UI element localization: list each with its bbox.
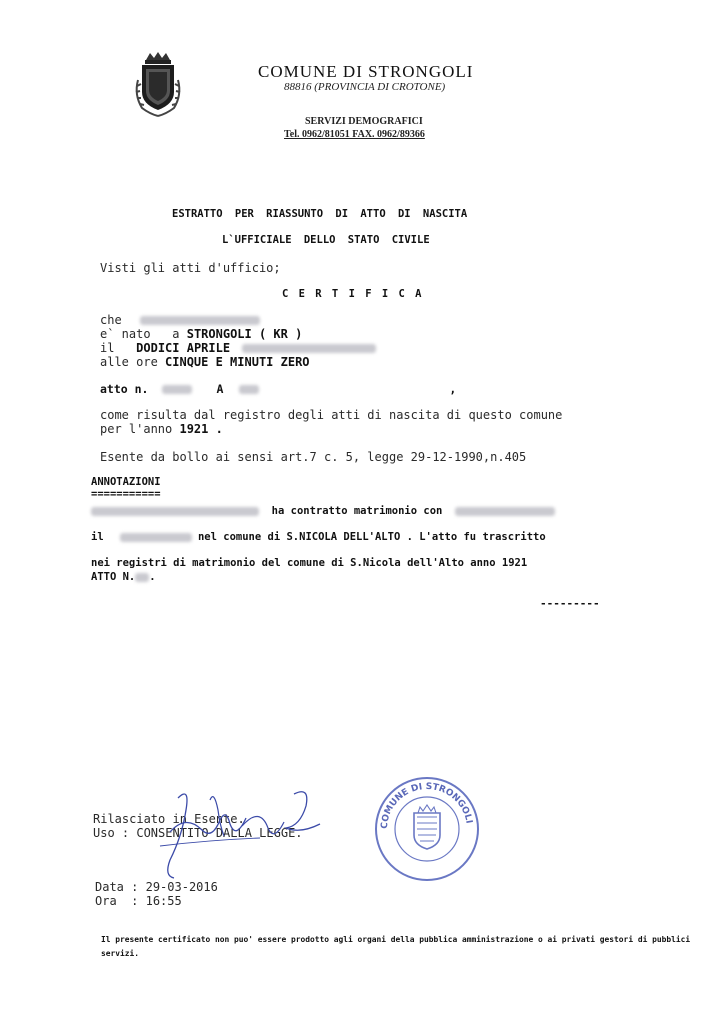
rilasciato-line: Rilasciato in Esente. xyxy=(93,812,245,826)
annotation-text1: ha contratto matrimonio con xyxy=(271,505,443,517)
municipal-crest-icon xyxy=(132,50,184,118)
redacted-atto-n xyxy=(135,573,149,582)
birth-time: CINQUE E MINUTI ZERO xyxy=(165,355,310,369)
ore-line xyxy=(100,355,310,369)
birth-date: DODICI APRILE xyxy=(136,341,231,355)
annotazioni-underline: =========== xyxy=(91,488,161,500)
esente-line: Esente da bollo ai sensi art.7 c. 5, legge 29-12-1990,n.405 xyxy=(100,450,527,464)
annotation-line3: nei registri di matrimonio del comune di S.Nicola dell'Alto anno 1921 xyxy=(91,557,528,569)
official-stamp-icon xyxy=(372,775,482,883)
nato-a: a xyxy=(172,327,180,341)
office-contacts: Tel. 0962/81051 FAX. 0962/89366 xyxy=(284,129,425,140)
risulta-prefix: per l'anno xyxy=(100,422,173,436)
data-label: Data : xyxy=(95,880,139,894)
birth-place: STRONGOLI ( KR ) xyxy=(186,327,303,341)
risulta-end: . xyxy=(215,422,223,436)
annotation-end: . xyxy=(149,571,156,583)
annotation-text2: nel comune di S.NICOLA DELL'ALTO . L'atto fu trascritto xyxy=(197,531,546,543)
annotation-il: il xyxy=(91,531,104,543)
redacted-name xyxy=(140,316,260,325)
redacted-date xyxy=(242,344,376,353)
ora-label: Ora : xyxy=(95,894,139,908)
annotazioni-title: ANNOTAZIONI xyxy=(91,476,161,488)
redacted-atto-year xyxy=(239,385,259,394)
atto-line xyxy=(100,382,456,396)
ore-label: alle ore xyxy=(100,355,158,369)
risulta-line2 xyxy=(100,422,223,436)
risulta-year: 1921 xyxy=(179,422,209,436)
annotation-line4 xyxy=(91,571,156,583)
il-label: il xyxy=(100,341,115,355)
issue-date: 29-03-2016 xyxy=(145,880,218,894)
atto-a: A xyxy=(216,382,224,396)
redacted-spouse-name xyxy=(91,507,259,516)
municipality-subtitle: 88816 (PROVINCIA DI CROTONE) xyxy=(284,81,446,93)
nato-line xyxy=(100,327,302,341)
document-heading: ESTRATTO PER RIASSUNTO DI ATTO DI NASCITA xyxy=(172,208,468,220)
che-label: che xyxy=(100,313,122,327)
certifica-heading: C E R T I F I C A xyxy=(282,288,424,300)
footer-note-line2: servizi. xyxy=(101,949,140,958)
redacted-partner-name xyxy=(455,507,555,516)
atto-label: atto n. xyxy=(100,382,149,396)
risulta-line1: come risulta dal registro degli atti di nascita di questo comune xyxy=(100,408,563,422)
office-name: SERVIZI DEMOGRAFICI xyxy=(305,116,423,127)
signature xyxy=(150,780,340,890)
annotation-line2 xyxy=(91,531,546,543)
visti-line: Visti gli atti d'ufficio; xyxy=(100,261,281,275)
che-line xyxy=(100,313,260,327)
municipality-title: COMUNE DI STRONGOLI xyxy=(258,62,474,81)
annotation-line1 xyxy=(91,505,555,517)
issue-time: 16:55 xyxy=(145,894,182,908)
closing-dashes: --------- xyxy=(540,597,600,610)
ora-line xyxy=(95,894,182,908)
annotation-atto: ATTO N. xyxy=(91,571,136,583)
nato-label: e` nato xyxy=(100,327,151,341)
stamp-text: COMUNE DI STRONGOLI xyxy=(379,781,474,830)
il-line xyxy=(100,341,376,355)
officer-heading: L`UFFICIALE DELLO STATO CIVILE xyxy=(222,234,430,246)
redacted-marriage-date xyxy=(120,533,192,542)
atto-comma: , xyxy=(449,382,457,396)
uso-line: Uso : CONSENTITO DALLA LEGGE. xyxy=(93,826,303,840)
footer-note-line1: Il presente certificato non puo' essere prodotto agli organi della pubblica amministrazione o ai privati gestori di pubblici xyxy=(101,935,691,944)
redacted-atto-number xyxy=(162,385,192,394)
